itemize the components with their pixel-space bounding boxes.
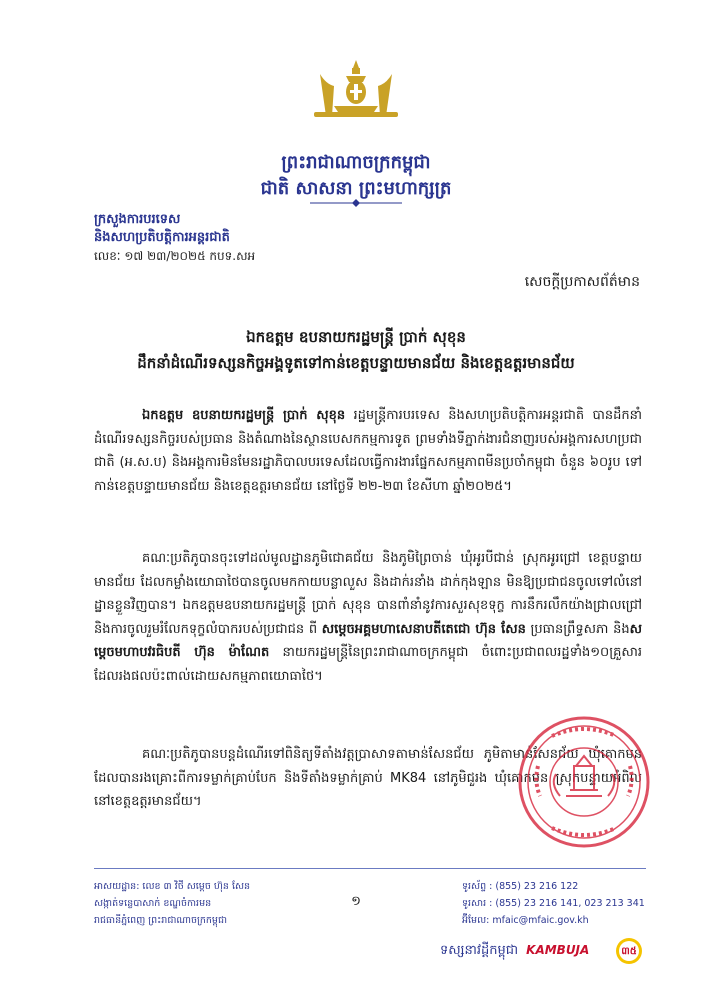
paragraph-1-text: រដ្ឋមន្ត្រីការបរទេស និងសហប្រតិបត្តិការអន្តរជាតិ បានដឹកនាំដំណើរទស្សនកិច្ចរបស់ប្រធាន និងតំណាងនៃស្ថានបេសកកម្មការទូត ព្រមទាំងទីភ្នាក់ងារជំនាញរបស់អង្គការសហប្រជាជាតិ (អ.ស.ប) និងអង្គការមិនមែនរដ្ឋាភិបាលបរទេសដែលធ្វើការងារផ្នែកសកម្មភាពមីនប្រចាំកម្ពុជា ចំនួន ៦០រូប ទៅកាន់ខេត្តបន្ទាយមានជ័យ និងខេត្តឧត្តរមានជ័យ នៅថ្ងៃទី ២២-២៣ ខែសីហា ឆ្នាំ២០២៥។: [94, 408, 642, 494]
magazine-page-badge: [616, 938, 642, 964]
national-motto: ជាតិ សាសនា ព្រះមហាក្សត្រ: [260, 178, 452, 199]
footer-address-line1: អាសយដ្ឋាន: លេខ ៣ វិថី សម្តេច ហ៊ុន សែន: [94, 881, 251, 892]
divider-ornament-icon: [306, 198, 406, 208]
paragraph-2-text3: នាយករដ្ឋមន្ត្រីនៃព្រះរាជាណាចក្រកម្ពុជា ចំពោះប្រជាពលរដ្ឋទាំង១០គ្រួសារ ដែលរងផលប៉ះពាល់ដោយសកម្មភាពយោធាថៃ។: [94, 645, 643, 684]
page-number: ១: [351, 894, 361, 909]
footer-email: អ៊ីមែល: mfaic@mfaic.gov.kh: [462, 915, 589, 926]
footer-address-line2: សង្កាត់ទន្លេបាសាក់ ខណ្ឌចំការមន: [94, 898, 212, 909]
paragraph-1-lead: ឯកឧត្តម ឧបនាយករដ្ឋមន្ត្រី ប្រាក់ សុខុន: [142, 408, 346, 423]
paragraph-2-bold1: សម្តេចអគ្គមហាសេនាបតីតេជោ ហ៊ុន សែន: [321, 621, 526, 637]
paragraph-2-bold2: សម្តេចមហាបវរធិបតី ហ៊ុន ម៉ាណែត: [94, 621, 642, 660]
title-line2: ដឹកនាំដំណើរទស្សនកិច្ចអង្គទូតទៅកាន់ខេត្តបន្ទាយមានជ័យ និងខេត្តឧត្តរមានជ័យ: [137, 354, 575, 372]
paragraph-2-text2: ប្រធានព្រឹទ្ធសភា និង: [525, 621, 630, 637]
footer-phone: ទូរស័ព្ទ : (855) 23 216 122: [462, 881, 579, 892]
footer-divider: [94, 868, 646, 869]
reference-number: លេខៈ ១៧ ២៣/២០២៥ កបទ.សអ: [94, 249, 256, 263]
footer-fax: ទូរសារ : (855) 23 216 141, 023 213 341: [462, 898, 645, 909]
official-seal-icon: [516, 714, 652, 850]
ministry-name-line1: ក្រសួងការបរទេស: [94, 212, 181, 227]
paragraph-3-text: គណៈប្រតិភូបានបន្តដំណើរទៅពិនិត្យទីតាំងវត្តប្រាសាទតាមាន់សែនជ័យ ភូមិតាមាន់សែនជ័យ ឃុំគោកមន ដែលបានរងគ្រោះពីការទម្លាក់គ្រាប់បែក និងទីតាំងទម្លាក់គ្រាប់ MK84 នៅភូមិជួរង ឃុំគោកមន ស្រុកបន្ទាយអំពិល នៅខេត្តឧត្តរមានជ័យ។: [94, 747, 642, 809]
paragraph-2-text1: គណៈប្រតិភូបានចុះទៅដល់មូលដ្ឋានភូមិជោគជ័យ និងភូមិព្រៃចាន់ ឃុំអូរបីជាន់ ស្រុកអូរជ្រៅ ខេត្តបន្ទាយមានជ័យ ដែលកម្លាំងយោធាថៃបានចូលមកកាយបន្លាលួស និងដាក់រនាំង ដាក់កុងឡាន មិនឱ្យប្រជាជនចូលទៅលំនៅដ្ឋានខ្លួនវិញបាន។ ឯកឧត្តមឧបនាយករដ្ឋមន្ត្រី ប្រាក់ សុខុន បានពាំនាំនូវការសួរសុខទុក្ខ ការនឹករលឹកយ៉ាងជ្រាលជ្រៅ និងការចូលរួមរំលែកទុក្ខលំបាករបស់ប្រជាជន ពី: [94, 551, 642, 637]
footer-address-line3: រាជធានីភ្នំពេញ ព្រះរាជាណាចក្រកម្ពុជា: [94, 915, 227, 926]
magazine-name-khmer: ទស្សនាវដ្តីកម្ពុជា: [440, 943, 519, 958]
royal-emblem-icon: [306, 56, 406, 120]
magazine-brand: [440, 942, 589, 961]
paragraph-2: [94, 547, 642, 688]
ministry-name-line2: និងសហប្រតិបត្តិការអន្តរជាតិ: [94, 230, 230, 245]
paragraph-1: [94, 404, 642, 498]
document-type: សេចក្តីប្រកាសព័ត៌មាន: [524, 274, 640, 290]
title-line1: ឯកឧត្តម ឧបនាយករដ្ឋមន្ត្រី ប្រាក់ សុខុន: [246, 328, 466, 346]
magazine-name-latin: KAMBUJA: [526, 943, 590, 957]
kingdom-name: ព្រះរាជាណាចក្រកម្ពុជា: [281, 152, 431, 173]
magazine-page-number: ៣៥: [619, 941, 639, 961]
